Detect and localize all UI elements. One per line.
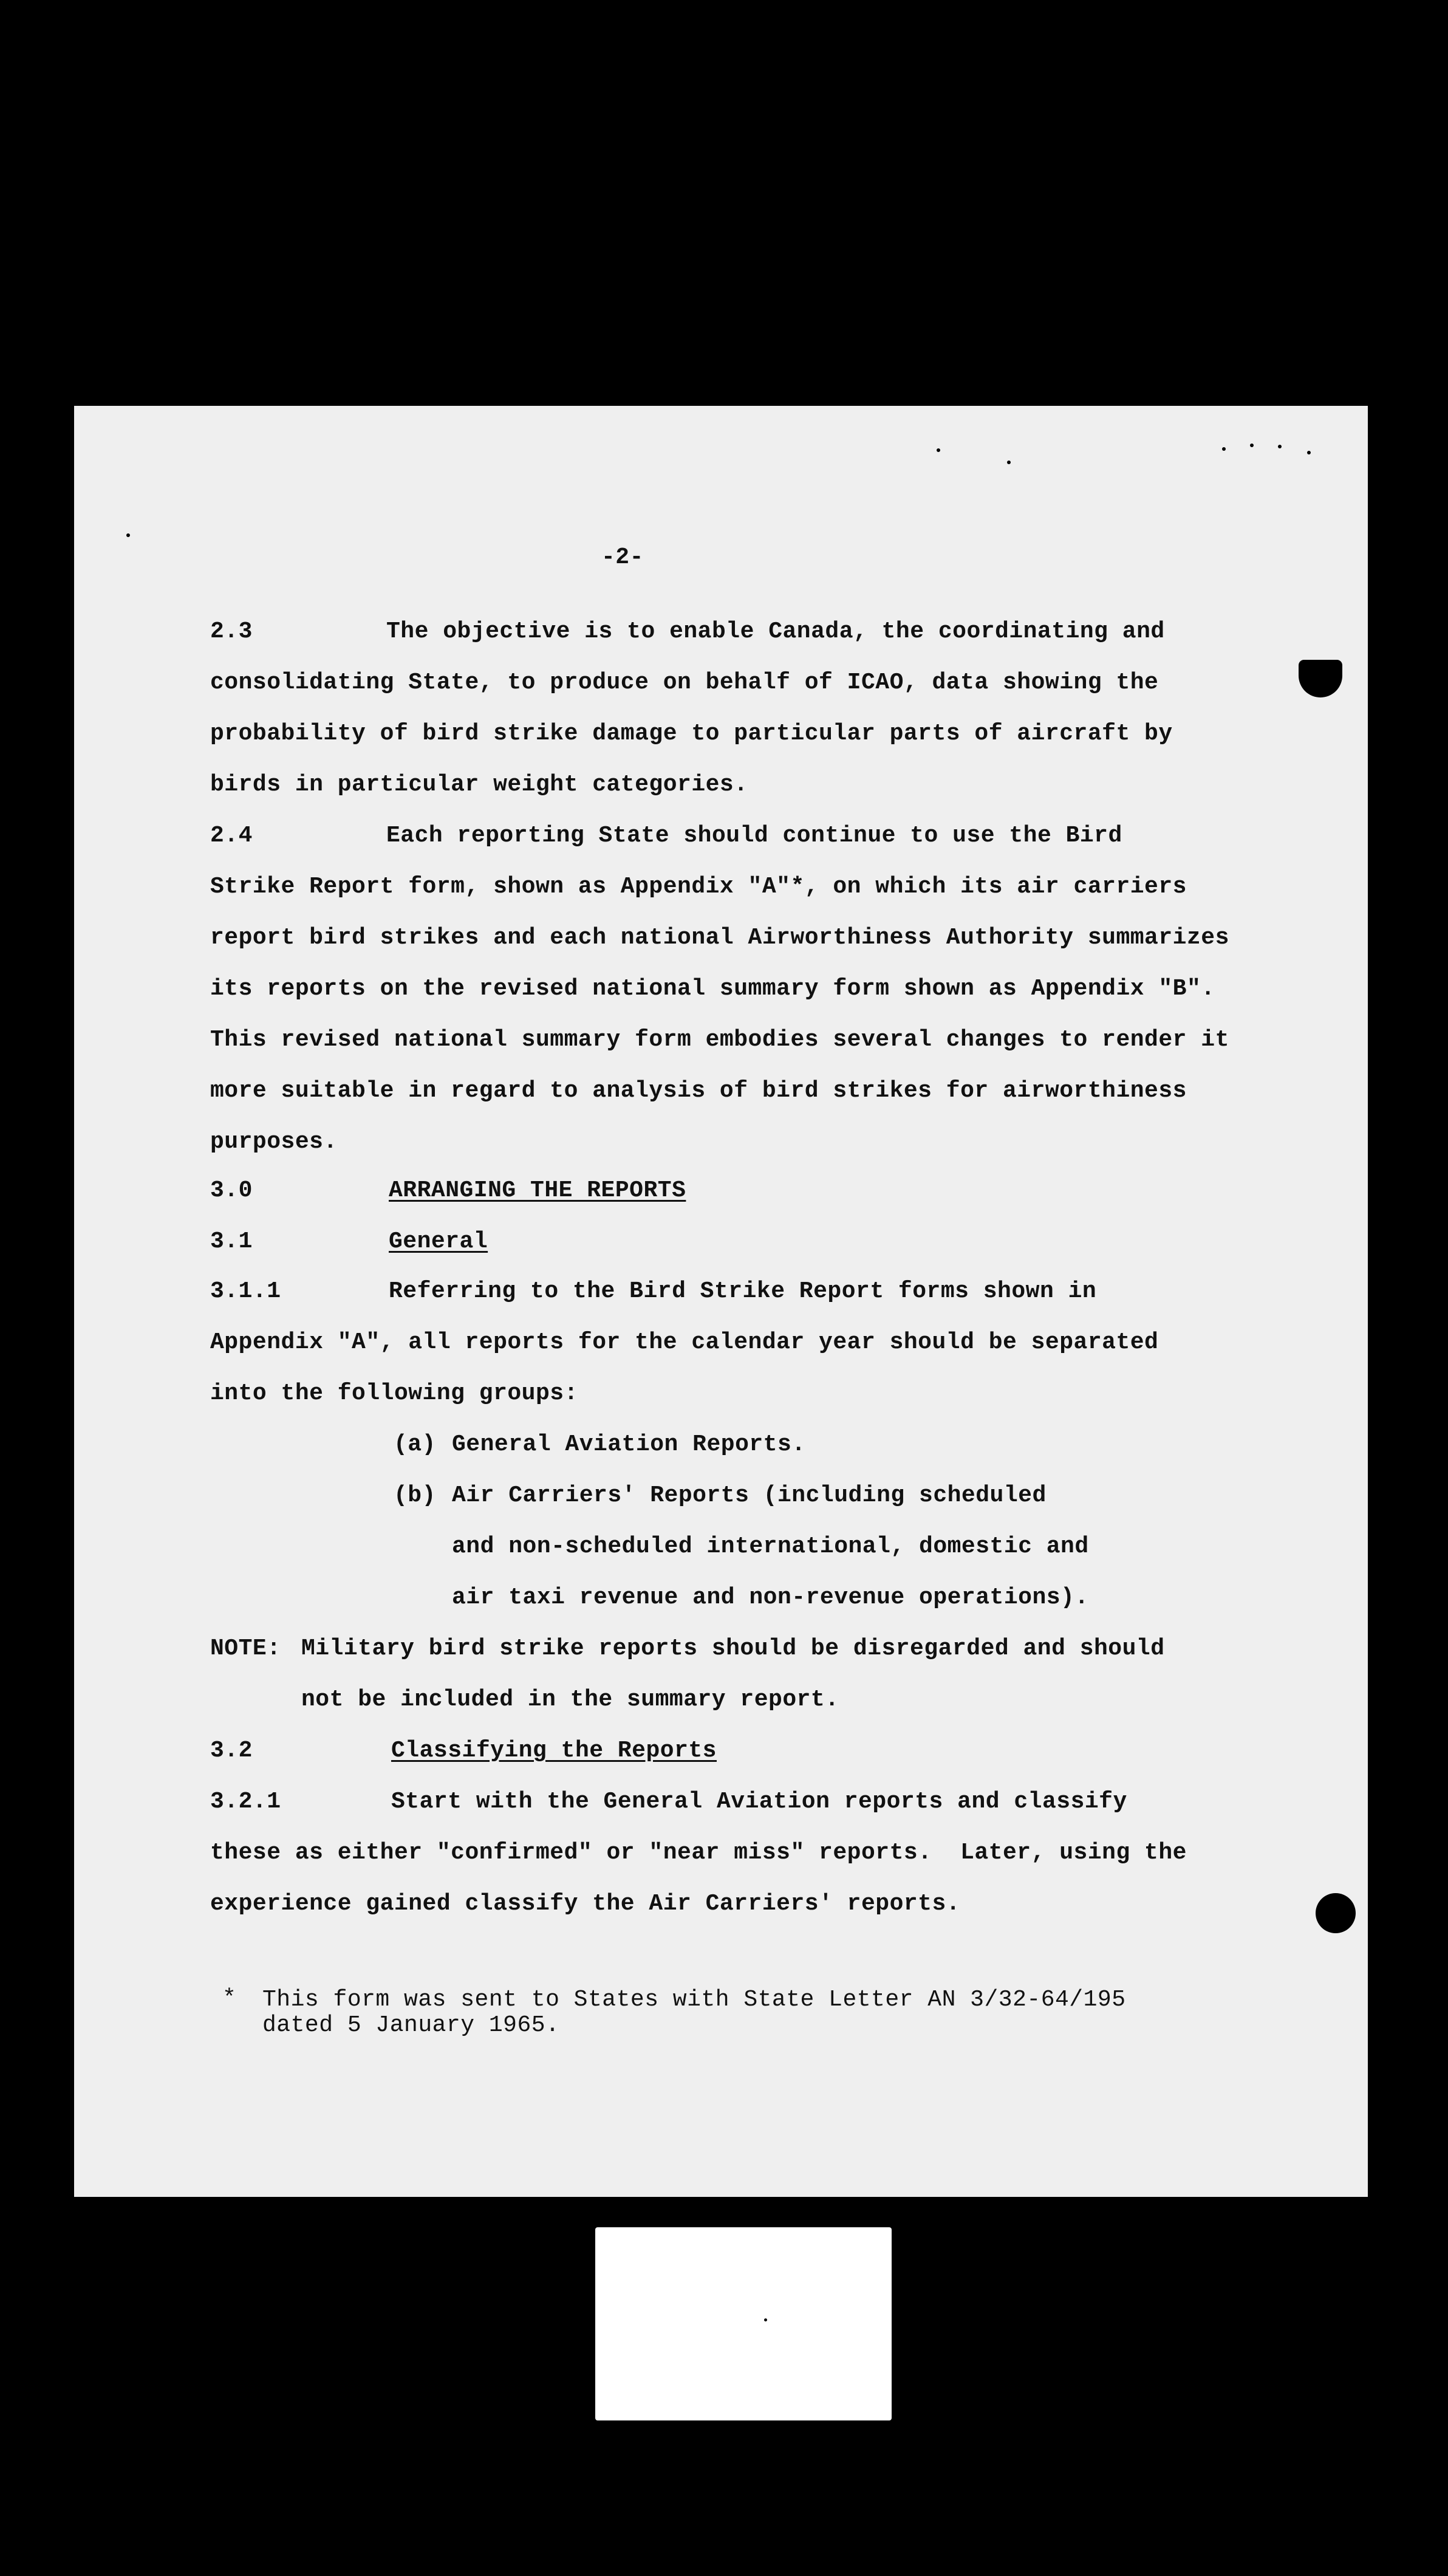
speck [1222, 447, 1226, 451]
group-a-label: (a) [394, 1431, 436, 1458]
section-2-3-line-3: probability of bird strike damage to particular parts of aircraft by [210, 721, 1173, 747]
group-b-line-1: Air Carriers' Reports (including scheduled [452, 1482, 1047, 1509]
group-b-line-3: air taxi revenue and non-revenue operations). [452, 1584, 1089, 1611]
section-3-2-1-line-3: experience gained classify the Air Carriers' reports. [210, 1891, 961, 1917]
section-2-4-line-6: more suitable in regard to analysis of bird strikes for airworthiness [210, 1078, 1187, 1104]
section-2-3-line-1: The objective is to enable Canada, the coordinating and [386, 618, 1165, 645]
binder-hole-top [1299, 660, 1342, 697]
binder-hole-bottom [1316, 1893, 1356, 1933]
speck [126, 533, 130, 537]
section-2-4-line-7: purposes. [210, 1129, 338, 1155]
footnote-line-1: This form was sent to States with State Letter AN 3/32-64/195 [262, 1987, 1126, 2013]
section-heading-3-2: Classifying the Reports [391, 1738, 717, 1764]
section-3-2-1-line-1: Start with the General Aviation reports and classify [391, 1789, 1127, 1815]
group-a-line-1: General Aviation Reports. [452, 1431, 806, 1458]
section-2-3-line-4: birds in particular weight categories. [210, 772, 748, 798]
section-2-4-line-5: This revised national summary form embodies several changes to render it [210, 1027, 1229, 1053]
section-2-4-line-3: report bird strikes and each national Airworthiness Authority summarizes [210, 925, 1229, 951]
section-2-3-line-2: consolidating State, to produce on behalf of ICAO, data showing the [210, 670, 1159, 696]
note-line-1: Military bird strike reports should be disregarded and should [301, 1636, 1165, 1662]
group-b-label: (b) [394, 1482, 436, 1509]
speck [937, 448, 940, 452]
speck [1007, 461, 1011, 464]
section-number-3-1: 3.1 [210, 1228, 253, 1255]
section-3-2-1-line-2: these as either "confirmed" or "near miss" reports. Later, using the [210, 1840, 1187, 1866]
speck [1307, 451, 1311, 454]
footnote-marker: * [222, 1985, 237, 2012]
section-number-3-2-1: 3.2.1 [210, 1789, 281, 1815]
section-3-1-1-line-1: Referring to the Bird Strike Report forms shown in [389, 1278, 1097, 1304]
section-number-3-2: 3.2 [210, 1738, 253, 1764]
footnote-line-2: dated 5 January 1965. [262, 2012, 560, 2038]
section-number-3-1-1: 3.1.1 [210, 1278, 281, 1304]
section-number-2-3: 2.3 [210, 618, 253, 645]
group-b-line-2: and non-scheduled international, domestic and [452, 1533, 1089, 1560]
section-2-4-line-1: Each reporting State should continue to use the Bird [386, 823, 1122, 849]
section-number-2-4: 2.4 [210, 823, 253, 849]
blank-card [595, 2227, 892, 2420]
section-3-1-1-line-2: Appendix "A", all reports for the calendar year should be separated [210, 1329, 1159, 1355]
section-heading-3-0: ARRANGING THE REPORTS [389, 1177, 686, 1204]
page-number: -2- [601, 544, 644, 570]
section-heading-3-1: General [389, 1228, 488, 1255]
section-3-1-1-line-3: into the following groups: [210, 1380, 578, 1406]
speck [764, 2318, 767, 2321]
note-line-2: not be included in the summary report. [301, 1687, 839, 1713]
section-2-4-line-2: Strike Report form, shown as Appendix "A"*, on which its air carriers [210, 874, 1187, 900]
document-page [74, 406, 1368, 2197]
section-2-4-line-4: its reports on the revised national summary form shown as Appendix "B". [210, 976, 1215, 1002]
section-number-3-0: 3.0 [210, 1177, 253, 1204]
note-label: NOTE: [210, 1636, 281, 1662]
speck [1250, 444, 1254, 447]
speck [1278, 445, 1282, 448]
